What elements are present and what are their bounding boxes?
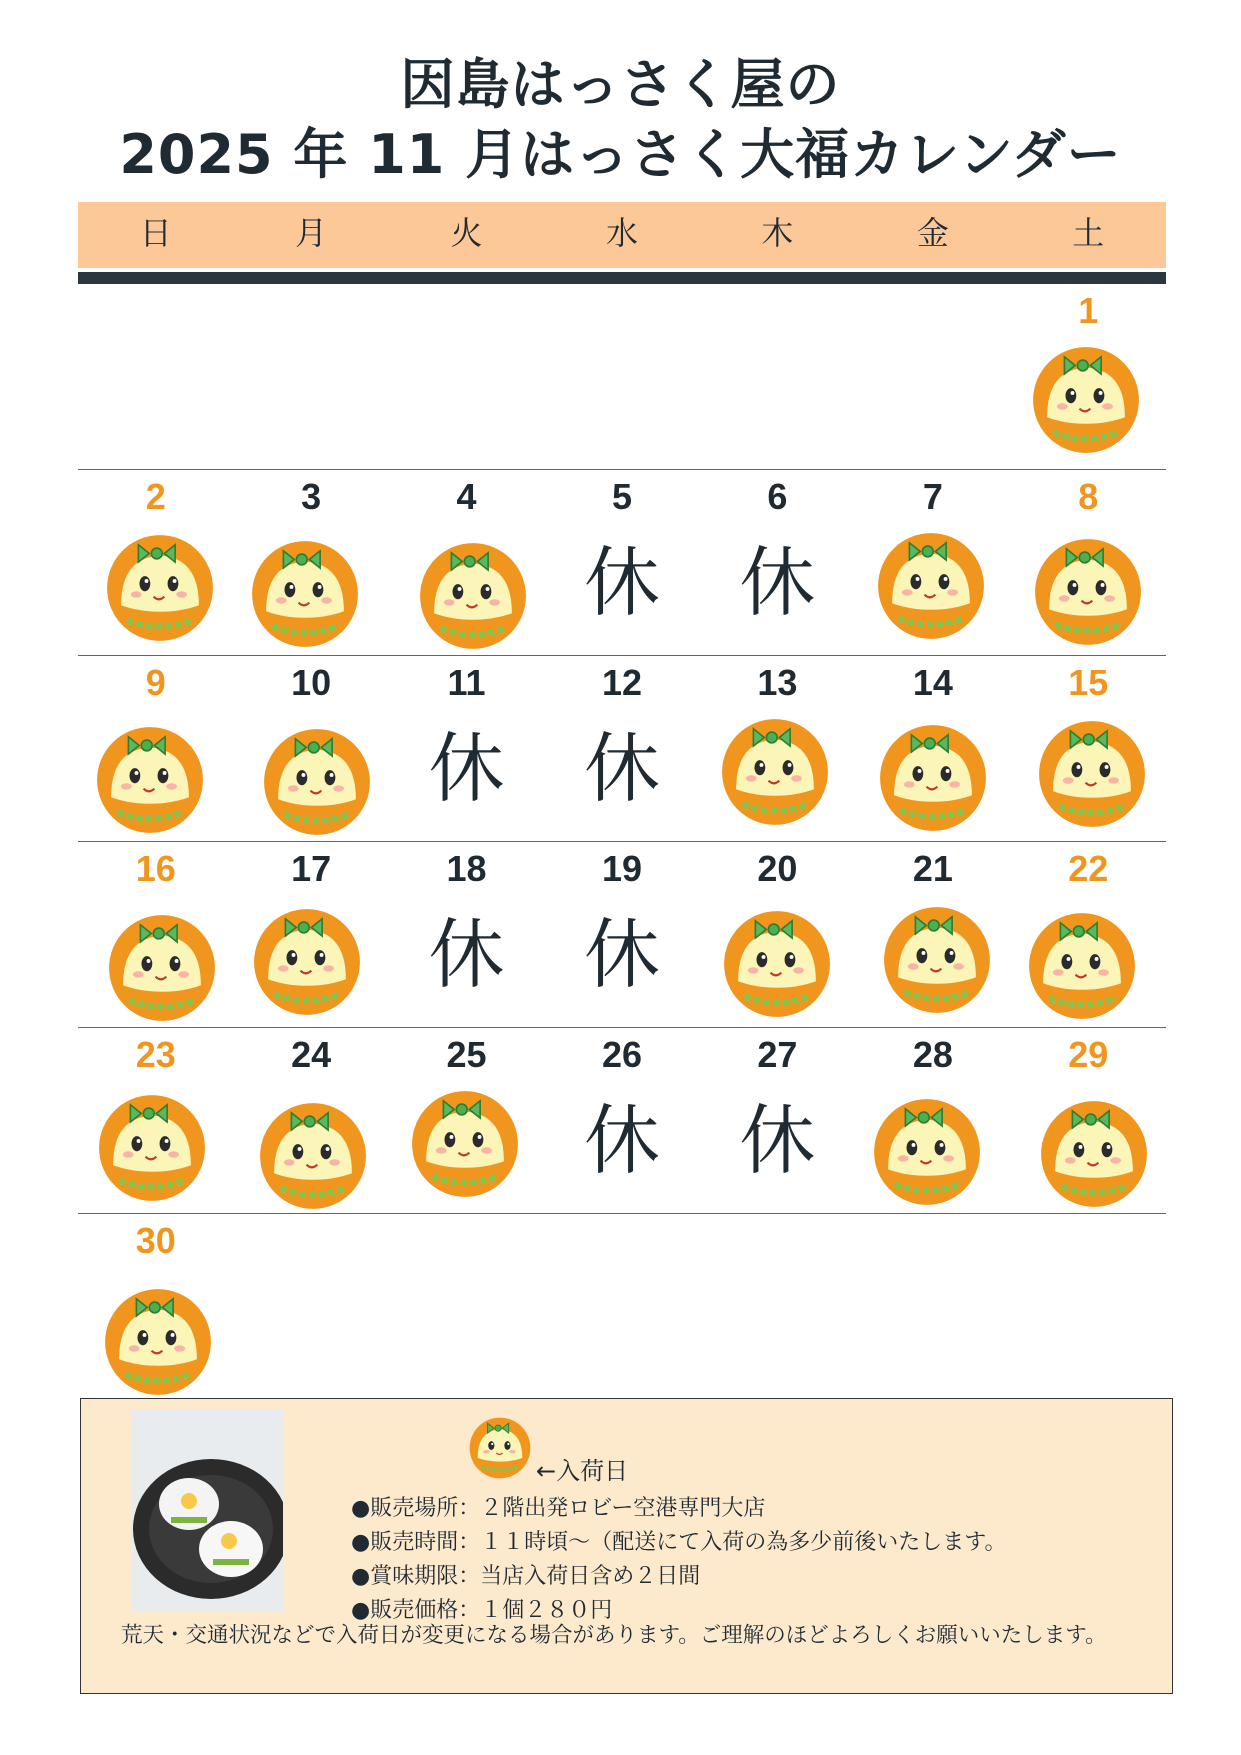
day-number: 19 (601, 848, 643, 889)
day-cell-25 (389, 1028, 544, 1214)
info-expiry: ●賞味期限：当店入荷日含め２日間 (351, 1564, 701, 1589)
weekday-thu: 木 (761, 214, 794, 252)
closed-label: 休 (583, 538, 660, 627)
hassaku-daifuku-mascot-icon (251, 540, 359, 648)
day-number: 5 (611, 476, 632, 517)
day-number: 7 (922, 476, 943, 517)
day-number: 14 (912, 662, 953, 703)
day-cell-24 (233, 1028, 388, 1214)
day-cell-28 (855, 1028, 1010, 1214)
hassaku-daifuku-mascot-icon (104, 1288, 212, 1396)
day-cell-14 (855, 656, 1010, 842)
day-number: 20 (757, 848, 798, 889)
info-sales-location: ●販売場所：２階出発ロビー空港専門大店 (351, 1496, 766, 1521)
weekday-mon: 月 (295, 214, 328, 252)
hassaku-daifuku-mascot-icon (106, 534, 214, 642)
day-cell-8 (1011, 470, 1166, 656)
day-number: 1 (1078, 290, 1099, 331)
day-number: 30 (135, 1220, 176, 1261)
weekday-header (78, 202, 1166, 268)
week-row (78, 470, 1166, 656)
day-number: 27 (757, 1034, 798, 1075)
day-cell-22 (1011, 842, 1166, 1028)
day-cell-9 (78, 656, 233, 842)
day-number: 18 (446, 848, 487, 889)
hassaku-daifuku-mascot-icon (1032, 346, 1140, 454)
day-cell-21 (855, 842, 1010, 1028)
hassaku-daifuku-mascot-icon (879, 724, 987, 832)
day-cell-26 (544, 1028, 699, 1214)
hassaku-daifuku-mascot-icon (1034, 538, 1142, 646)
day-cell-10 (233, 656, 388, 842)
day-number: 23 (135, 1034, 176, 1075)
day-number: 25 (446, 1034, 487, 1075)
day-cell-27 (700, 1028, 855, 1214)
day-number: 21 (912, 848, 953, 889)
weekday-fri: 金 (916, 214, 949, 252)
day-number: 4 (456, 476, 477, 517)
day-number: 17 (291, 848, 332, 889)
hassaku-daifuku-mascot-icon (263, 728, 371, 836)
day-number: 16 (135, 848, 176, 889)
day-cell-20 (700, 842, 855, 1028)
week-row (78, 656, 1166, 842)
day-number: 29 (1068, 1034, 1109, 1075)
hassaku-daifuku-mascot-icon (259, 1102, 367, 1210)
day-cell-6 (700, 470, 855, 656)
day-number: 24 (291, 1034, 332, 1075)
day-cell-11 (389, 656, 544, 842)
day-cell-30 (78, 1214, 233, 1400)
day-cell-12 (544, 656, 699, 842)
week-row (78, 284, 1166, 470)
hassaku-daifuku-mascot-icon (1038, 720, 1146, 828)
day-number: 22 (1068, 848, 1109, 889)
day-number: 3 (301, 476, 322, 517)
info-sales-hours: ●販売時間：１１時頃～（配送にて入荷の為多少前後いたします。 (351, 1530, 1007, 1555)
hassaku-daifuku-mascot-icon (98, 1094, 206, 1202)
page-title-line1: 因島はっさく屋の (400, 53, 841, 116)
day-cell-2 (78, 470, 233, 656)
weekday-sat: 土 (1072, 214, 1105, 252)
day-number: 15 (1068, 662, 1109, 703)
day-number: 28 (912, 1034, 953, 1075)
weekday-wed: 水 (605, 214, 638, 252)
day-cell-23 (78, 1028, 233, 1214)
day-cell-5 (544, 470, 699, 656)
day-cell-4 (389, 470, 544, 656)
hassaku-daifuku-mascot-icon (419, 542, 527, 650)
day-cell-19 (544, 842, 699, 1028)
closed-label: 休 (583, 724, 660, 813)
legend-mascot-icon (469, 1417, 531, 1479)
day-cell-16 (78, 842, 233, 1028)
notice-text: 荒天・交通状況などで入荷日が変更になる場合があります。ご理解のほどよろしくお願いいたします。 (121, 1623, 1107, 1648)
product-photo (131, 1409, 283, 1612)
weekday-tue: 火 (450, 214, 483, 252)
day-cell-18 (389, 842, 544, 1028)
day-number: 8 (1078, 476, 1099, 517)
hassaku-daifuku-mascot-icon (96, 726, 204, 834)
hassaku-daifuku-mascot-icon (723, 910, 831, 1018)
week-row (78, 1028, 1166, 1214)
week-row (78, 1214, 1166, 1400)
hassaku-daifuku-mascot-icon (1028, 912, 1136, 1020)
page-title-line2: 2025 年 11 月はっさく大福カレンダー (119, 123, 1122, 186)
weekday-sun: 日 (139, 214, 172, 252)
hassaku-daifuku-mascot-icon (721, 718, 829, 826)
day-number: 11 (447, 662, 486, 703)
legend-label: ←入荷日 (536, 1457, 629, 1485)
closed-label: 休 (739, 1096, 816, 1185)
day-cell-17 (233, 842, 388, 1028)
day-cell-3 (233, 470, 388, 656)
hassaku-daifuku-mascot-icon (108, 914, 216, 1022)
hassaku-daifuku-mascot-icon (253, 908, 361, 1016)
hassaku-daifuku-mascot-icon (1040, 1100, 1148, 1208)
day-cell-1 (1011, 284, 1166, 470)
header-divider (78, 272, 1166, 284)
day-cell-15 (1011, 656, 1166, 842)
info-price: ●販売価格：１個２８０円 (351, 1598, 613, 1623)
hassaku-daifuku-mascot-icon (877, 532, 985, 640)
week-row (78, 842, 1166, 1028)
day-number: 10 (291, 662, 332, 703)
calendar-grid (78, 284, 1166, 1400)
day-number: 26 (601, 1034, 643, 1075)
day-cell-29 (1011, 1028, 1166, 1214)
closed-label: 休 (583, 1096, 660, 1185)
day-number: 13 (757, 662, 798, 703)
closed-label: 休 (583, 910, 660, 999)
hassaku-daifuku-mascot-icon (411, 1090, 519, 1198)
info-box (80, 1398, 1173, 1694)
day-number: 2 (145, 476, 166, 517)
day-number: 12 (601, 662, 643, 703)
day-number: 9 (145, 662, 166, 703)
day-cell-7 (855, 470, 1010, 656)
closed-label: 休 (739, 538, 816, 627)
day-cell-13 (700, 656, 855, 842)
closed-label: 休 (428, 724, 505, 813)
hassaku-daifuku-mascot-icon (873, 1098, 981, 1206)
closed-label: 休 (428, 910, 505, 999)
hassaku-daifuku-mascot-icon (883, 906, 991, 1014)
day-number: 6 (767, 476, 788, 517)
